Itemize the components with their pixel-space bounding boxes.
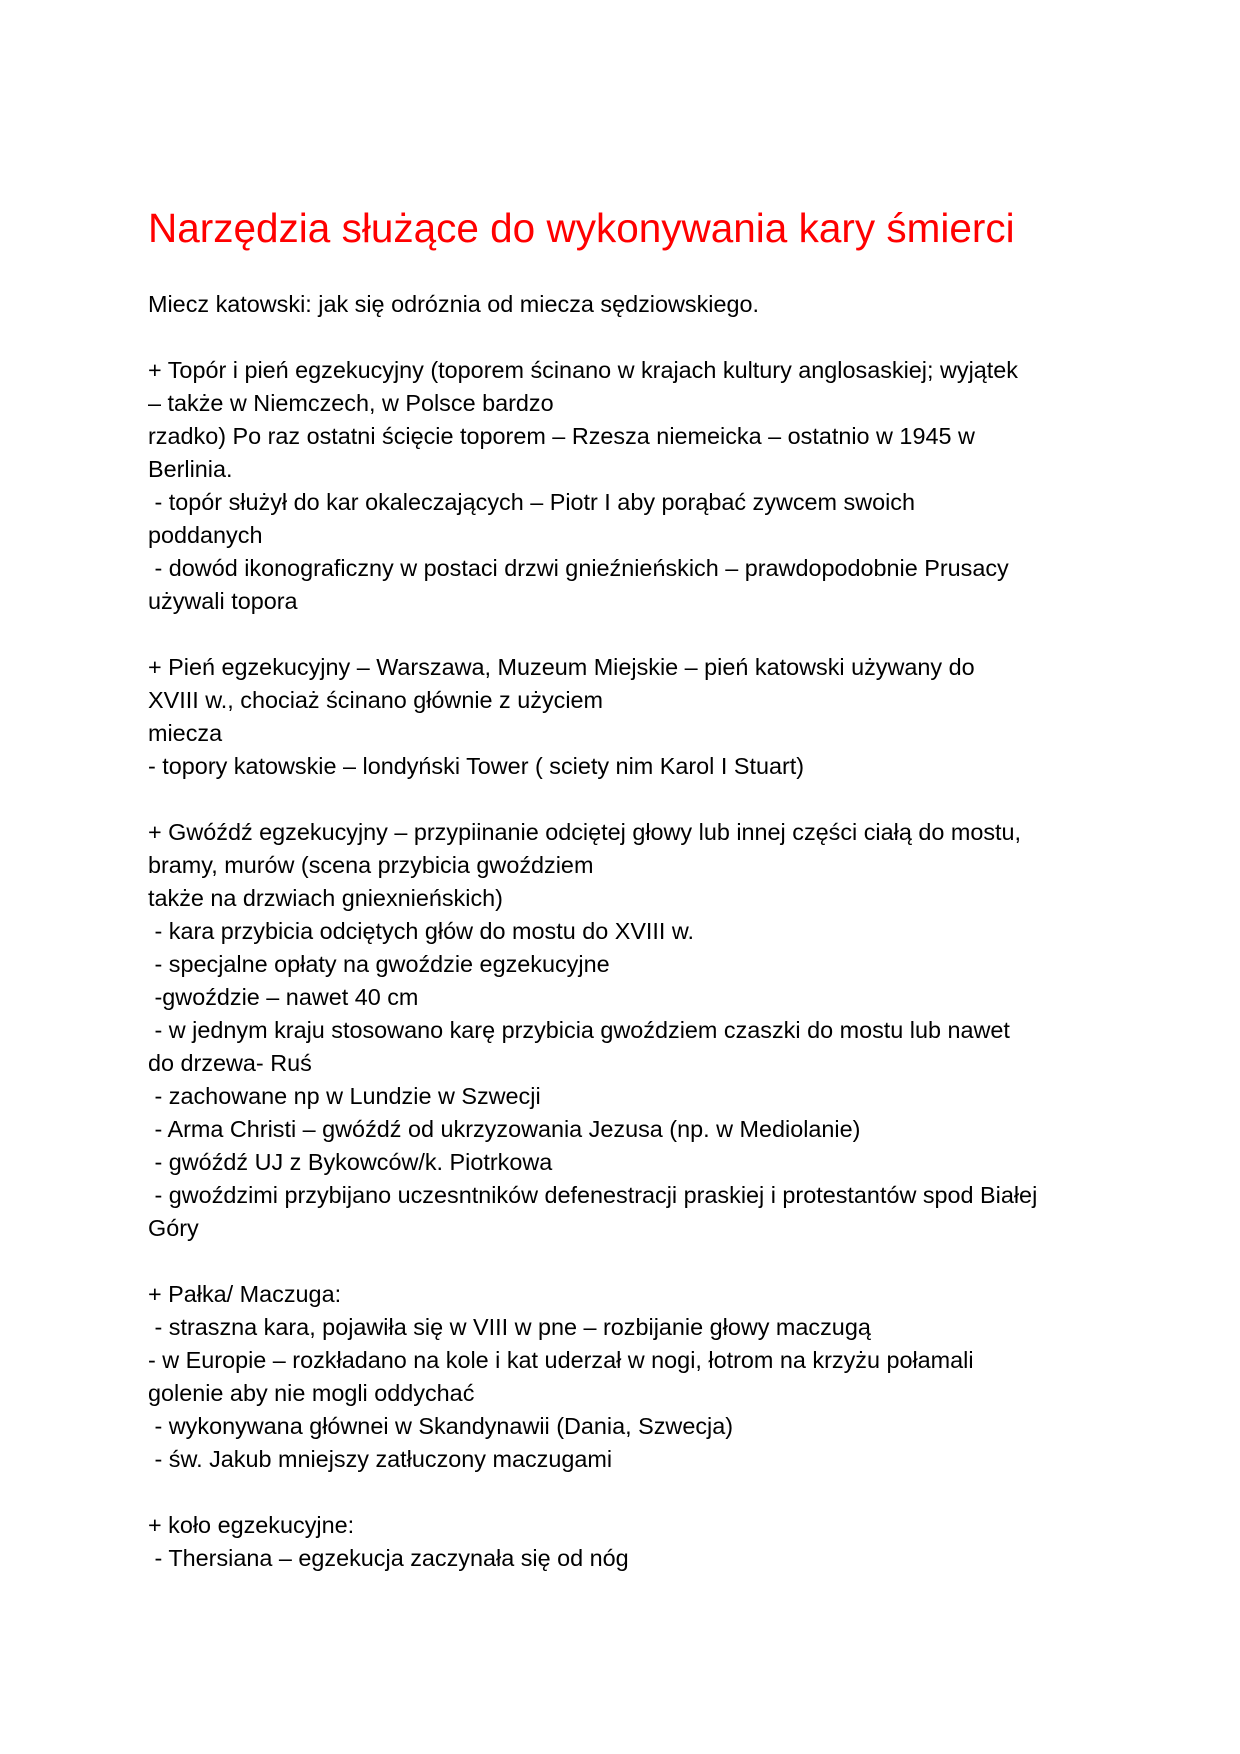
blank-line — [148, 618, 1037, 651]
text-line: XVIII w., chociaż ścinano głównie z użyciem — [148, 687, 604, 713]
text-line: - Thersiana – egzekucja zaczynała się od nóg — [148, 1545, 629, 1571]
text-line: Berlinia. — [148, 456, 233, 482]
text-line: - św. Jakub mniejszy zatłuczony maczugami — [148, 1446, 613, 1472]
blank-line — [148, 321, 1037, 354]
text-line: - gwóźdź UJ z Bykowców/k. Piotrkowa — [148, 1149, 553, 1175]
blank-line — [148, 1476, 1037, 1509]
text-line: + koło egzekucyjne: — [148, 1512, 355, 1538]
text-line: - specjalne opłaty na gwoździe egzekucyjne — [148, 951, 610, 977]
text-line: - topór służył do kar okaleczających – Piotr I aby porąbać zywcem swoich — [148, 489, 916, 515]
text-line: - w Europie – rozkładano na kole i kat uderzał w nogi, łotrom na krzyżu połamali — [148, 1347, 974, 1373]
text-line: - wykonywana głównei w Skandynawii (Dania, Szwecja) — [148, 1413, 734, 1439]
text-line: do drzewa- Ruś — [148, 1050, 312, 1076]
text-line: poddanych — [148, 522, 263, 548]
text-line: rzadko) Po raz ostatni ścięcie toporem – Rzesza niemeicka – ostatnio w 1945 w — [148, 423, 975, 449]
text-line: - Arma Christi – gwóźdź od ukrzyzowania Jezusa (np. w Mediolanie) — [148, 1116, 861, 1142]
blank-line — [148, 783, 1037, 816]
text-line: Miecz katowski: jak się odróznia od miecza sędziowskiego. — [148, 291, 760, 317]
text-line: + Pień egzekucyjny – Warszawa, Muzeum Miejskie – pień katowski używany do — [148, 654, 975, 680]
text-line: golenie aby nie mogli oddychać — [148, 1380, 475, 1406]
text-line: - zachowane np w Lundzie w Szwecji — [148, 1083, 541, 1109]
text-line: także na drzwiach gniexnieńskich) — [148, 885, 503, 911]
text-line: - straszna kara, pojawiła się w VIII w pne – rozbijanie głowy maczugą — [148, 1314, 871, 1340]
text-line: - dowód ikonograficzny w postaci drzwi gnieźnieńskich – prawdopodobnie Prusacy — [148, 555, 1009, 581]
text-line: bramy, murów (scena przybicia gwoździem — [148, 852, 594, 878]
text-line: - w jednym kraju stosowano karę przybicia gwoździem czaszki do mostu lub nawet — [148, 1017, 1010, 1043]
document-body — [148, 288, 1037, 1575]
text-line: - topory katowskie – londyński Tower ( sciety nim Karol I Stuart) — [148, 753, 805, 779]
document-title: Narzędzia służące do wykonywania kary śmierci — [148, 205, 1015, 251]
text-line: -gwoździe – nawet 40 cm — [148, 984, 419, 1010]
text-line: – także w Niemczech, w Polsce bardzo — [148, 390, 554, 416]
text-line: + Gwóźdź egzekucyjny – przypiinanie odciętej głowy lub innej części ciałą do mostu, — [148, 819, 1022, 845]
text-line: Góry — [148, 1215, 199, 1241]
text-line: - kara przybicia odciętych głów do mostu do XVIII w. — [148, 918, 695, 944]
blank-line — [148, 1245, 1037, 1278]
text-line: + Pałka/ Maczuga: — [148, 1281, 342, 1307]
text-line: miecza — [148, 720, 223, 746]
text-line: używali topora — [148, 588, 298, 614]
text-line: + Topór i pień egzekucyjny (toporem ścinano w krajach kultury anglosaskiej; wyjątek — [148, 357, 1018, 383]
text-line: - gwoździmi przybijano uczesntników defenestracji praskiej i protestantów spod Białej — [148, 1182, 1038, 1208]
